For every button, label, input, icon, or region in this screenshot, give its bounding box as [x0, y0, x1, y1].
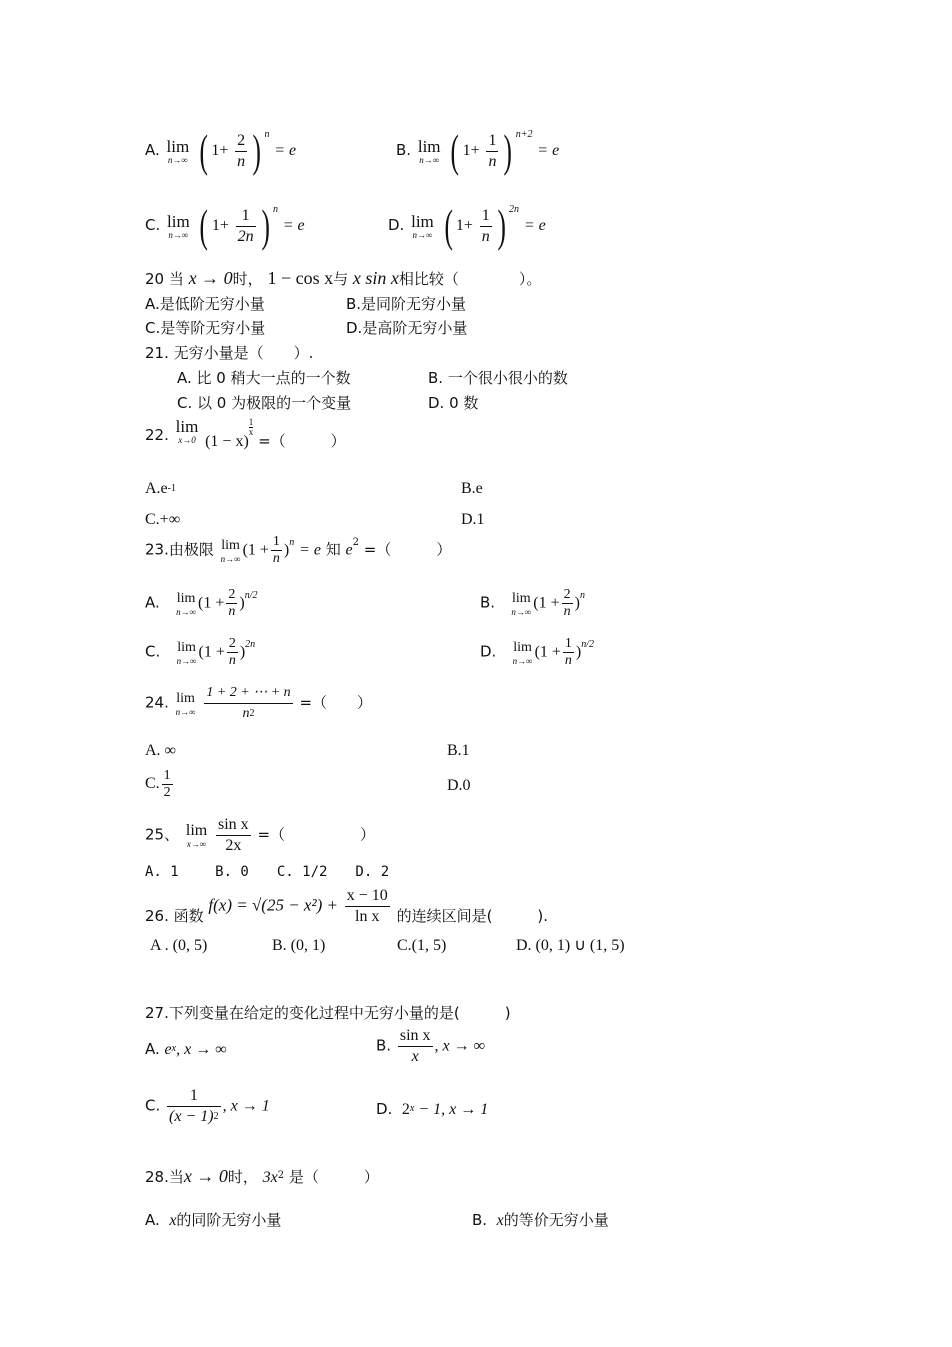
q19-option-d: D. lim n→∞ ( 1+ $\frac{1}{n}$ ) $^{2n}$ = e	[388, 200, 546, 251]
q23-stem: 23.由极限 lim n→∞ (1 + $\frac{1}{n}$ )$^n$ = e 知 $e^2$ =（ ）	[145, 534, 452, 566]
q21-option-a: A. 比 0 稍大一点的一个数	[177, 369, 351, 387]
lim-operator: lim n→∞	[166, 136, 190, 165]
q22-option-b: B.e	[461, 480, 483, 497]
q23-option-d: D. lim n→∞ (1 + $\frac{1}{n}$ )$^{n/2}$	[480, 636, 595, 668]
q27-option-d: D. $2^x - 1$, x → 1	[376, 1100, 489, 1118]
q28-option-a: A. x的同阶无穷小量	[145, 1211, 282, 1229]
q26-option-c: C.(1, 5)	[397, 937, 447, 954]
lim-operator: lim n→∞	[417, 136, 441, 165]
q26-option-d: D. (0, 1) ∪ (1, 5)	[516, 937, 625, 954]
lim-operator: lim n→∞	[411, 211, 434, 240]
q27-option-c: C. $\frac{1}{(x - 1)^2}$ , x → 1	[145, 1087, 270, 1125]
q28-option-b: B. x的等价无穷小量	[472, 1211, 609, 1229]
q21-option-c: C. 以 0 为极限的一个变量	[177, 394, 352, 412]
q26-option-b: B. (0, 1)	[272, 937, 326, 954]
q27-stem: 27.下列变量在给定的变化过程中无穷小量的是( )	[145, 1004, 511, 1022]
q28-stem: 28.当x → 0时， $3x^2$ 是（ ）	[145, 1166, 379, 1186]
q20-stem: 20 当 x → 0时， 1 − cos x与 x sin x相比较（ ）。	[145, 268, 542, 288]
q23-option-c: C. lim n→∞ (1 + $\frac{2}{n}$ )$^{2n}$	[145, 636, 256, 668]
q25-options: A. 1 B. 0 C. 1/2 D. 2	[145, 864, 390, 880]
q22-option-c: C.+∞	[145, 511, 181, 528]
q21-stem: 21. 无穷小量是（ ）.	[145, 344, 314, 362]
q26-option-a: A . (0, 5)	[150, 937, 208, 954]
q24-option-d: D.0	[447, 777, 471, 794]
q19-option-c: C. lim n→∞ ( 1+ $\frac{1}{2n}$ ) $^n$ = e	[145, 200, 305, 251]
q20-option-d: D.是高阶无穷小量	[346, 319, 468, 337]
q19-option-a: A. lim n→∞ ( 1+ $\frac{2}{n}$ ) $^n$ = e	[145, 125, 297, 176]
q19-option-b: B. lim n→∞ ( 1+ $\frac{1}{n}$ ) $^{n+2}$ = e	[396, 125, 560, 176]
q24-option-c: C. $\frac{1}{2}$	[145, 768, 171, 800]
lim-operator: lim n→∞	[167, 211, 190, 240]
q22-option-a: $A.e^{-1}$	[145, 480, 176, 497]
q24-stem: 24. lim n→∞ $\frac{1 + 2 + \cdots + n}{n^2}$ =（ ）	[145, 685, 373, 721]
q21-option-d: D. 0 数	[428, 394, 479, 412]
q26-stem: 26. 函数 f(x) = √(25 − x²) + $\frac{x - 10}{\text{ln x}}$ 的连续区间是( ).	[145, 887, 549, 925]
q20-option-a: A.是低阶无穷小量	[145, 295, 265, 313]
q21-option-b: B. 一个很小很小的数	[428, 369, 568, 387]
q24-option-a: A. ∞	[145, 742, 176, 759]
q23-option-b: B. lim n→∞ (1 + $\frac{2}{n}$ )$^n$	[480, 587, 585, 619]
q22-stem: 22. lim x→0 (1 − x) $\frac{1}{x}$ =（ ）	[145, 417, 346, 450]
q27-option-a: A. $e^x$, x → ∞	[145, 1040, 227, 1058]
q27-option-b: B. $\frac{\text{sin x}}{x}$ , x → ∞	[376, 1027, 486, 1065]
q22-option-d: D.1	[461, 511, 485, 528]
q25-stem: 25、 lim x→∞ $\frac{\text{sin x}}{2x}$ =（ ）	[145, 816, 376, 854]
q24-option-b: B.1	[447, 742, 470, 759]
q23-option-a: A. lim n→∞ (1 + $\frac{2}{n}$ )$^{n/2}$	[145, 587, 258, 619]
q20-option-b: B.是同阶无穷小量	[346, 295, 467, 313]
q20-option-c: C.是等阶无穷小量	[145, 319, 266, 337]
